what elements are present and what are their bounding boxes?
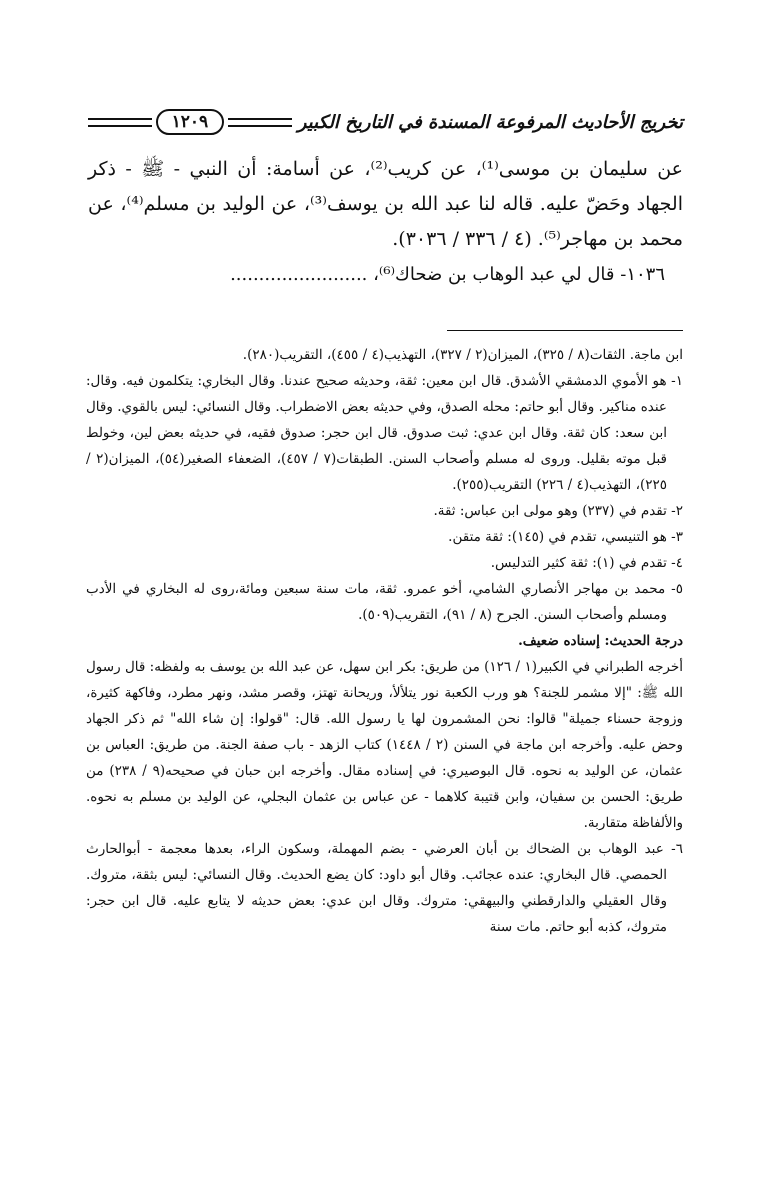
header-rule-left bbox=[88, 118, 152, 127]
footnote-5: ٥- محمد بن مهاجر الأنصاري الشامي، أخو عمرو. ثقة، مات سنة سبعين ومائة،روى له البخاري في الأدب ومسلم وأصحاب السنن. الجرح (٨ / ٩١)، التقريب(٥٠٩). bbox=[86, 581, 683, 623]
hadith-grade-heading: درجة الحديث: إسناده ضعيف. bbox=[518, 633, 683, 649]
header-rule-group bbox=[88, 109, 292, 135]
footnote-2: ٢- تقدم في (٢٣٧) وهو مولى ابن عباس: ثقة. bbox=[433, 503, 683, 519]
main-paragraph: عن سليمان بن موسى⁽¹⁾، عن كريب⁽²⁾، عن أسامة: أن النبي - ﷺ - ذكر الجهاد وحَضّ عليه. قاله لنا عبد الله بن يوسف⁽³⁾، عن الوليد بن مسلم⁽⁴⁾، عن محمد بن مهاجر⁽⁵⁾. (٤ / ٣٣٦ / ٣٠٣٦). bbox=[88, 158, 684, 250]
page-header bbox=[88, 104, 683, 140]
footnote-6: ٦- عبد الوهاب بن الضحاك بن أبان العرضي - بضم المهملة، وسكون الراء، بعدها معجمة - أبوالحارث الحمصي. قال البخاري: عنده عجائب. وقال أبو داود: كان يضع الحديث. وقال النسائي: ليس بثقة، متروك. وقال العقيلي والدارقطني والبيهقي: متروك. وقال ابن عدي: بعض حديثه لا يتابع عليه. قال ابن حجر: متروك، كذبه أبو حاتم. مات سنة bbox=[86, 841, 683, 935]
takhrij-paragraph: أخرجه الطبراني في الكبير(١ / ١٢٦) من طريق: بكر ابن سهل، عن عبد الله بن يوسف به ولفظه: قال رسول الله ﷺ: "إلا مشمر للجنة؟ هو ورب الكعبة نور يتلألأ، وريحانة تهتز، وقصر مشد، ونهر مطرد، وفاكهة كثيرة، وزوجة حسناء جميلة" قالوا: نحن المشمرون لها يا رسول الله. قال: "قولوا: إن شاء الله" ثم ذكر الجهاد وحض عليه. وأخرجه ابن ماجة في السنن (٢ / ١٤٤٨) كتاب الزهد - باب صفة الجنة. من طريق: العباس بن عثمان، عن الوليد به نحوه. قال البوصيري: في إسناده مقال. وأخرجه ابن حبان في صحيحه(٩ / ٢٣٨) من طريق: الحسن بن سفيان، وابن قتيبة كلاهما - عن عباس بن عثمان البجلي، عن الوليد بن مسلم به نحوه. والألفاظة متقاربة. bbox=[86, 659, 683, 831]
hadith-entry-1036: ١٠٣٦- قال لي عبد الوهاب بن ضحاك⁽⁶⁾، ........................ bbox=[230, 264, 665, 285]
footnotes bbox=[86, 342, 683, 940]
running-title: تخريج الأحاديث المرفوعة المسندة في التاريخ الكبير bbox=[297, 111, 683, 133]
footnote-1: ١- هو الأموي الدمشقي الأشدق. قال ابن معين: ثقة، وحديثه صحيح عندنا. وقال البخاري: يتكلمون فيه. وقال: عنده مناكير. وقال أبو حاتم: محله الصدق، وفي حديثه بعض الاضطراب. وقال النسائي: ليس بالقوي. وقال ابن سعد: كان ثقة. وقال ابن عدي: ثبت صدوق. قال ابن حجر: صدوق فقيه، في حديثه بعض لين، وخولط قبل موته بقليل. وروى له مسلم وأصحاب السنن. الطبقات(٧ / ٤٥٧)، الضعفاء الصغير(٥٤)، الميزان(٢ / ٢٢٥)، التهذيب(٤ / ٢٢٦) التقريب(٢٥٥). bbox=[86, 373, 683, 493]
footnote-continuation: ابن ماجة. الثقات(٨ / ٣٢٥)، الميزان(٢ / ٣٢٧)، التهذيب(٤ / ٤٥٥)، التقريب(٢٨٠). bbox=[242, 347, 683, 363]
header-rule-right bbox=[228, 118, 292, 127]
footnote-4: ٤- تقدم في (١): ثقة كثير التدليس. bbox=[490, 555, 683, 571]
page-number: ١٢٠٩ bbox=[156, 109, 225, 135]
main-text bbox=[88, 152, 683, 292]
footnote-3: ٣- هو التنيسي، تقدم في (١٤٥): ثقة متقن. bbox=[448, 529, 683, 545]
footnote-separator bbox=[447, 330, 683, 331]
